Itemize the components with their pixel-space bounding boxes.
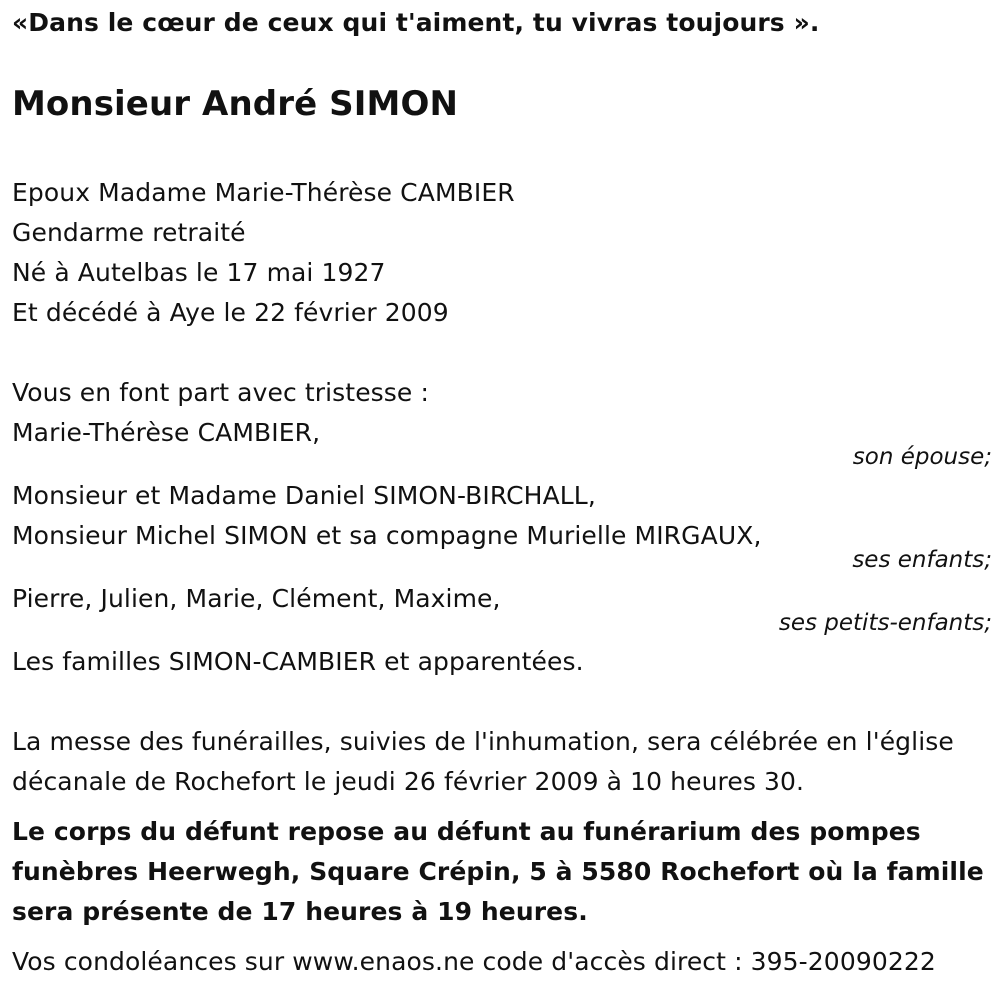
grandchildren-role: ses petits-enfants;	[778, 610, 992, 636]
viewing-line: funèbres Heerwegh, Square Crépin, 5 à 5580 Rochefort où la famille	[12, 857, 984, 886]
funeral-line: La messe des funérailles, suivies de l'inhumation, sera célébrée en l'église	[12, 727, 954, 756]
viewing-line: Le corps du défunt repose au défunt au funérarium des pompes	[12, 817, 921, 846]
family-relatives: Les familles SIMON-CAMBIER et apparentées.	[12, 647, 584, 676]
family-child: Monsieur et Madame Daniel SIMON-BIRCHALL,	[12, 481, 596, 510]
family-child: Monsieur Michel SIMON et sa compagne Murielle MIRGAUX,	[12, 521, 762, 550]
condolences-line: Vos condoléances sur www.enaos.ne code d'accès direct : 395-20090222	[12, 947, 936, 976]
viewing-line: sera présente de 17 heures à 19 heures.	[12, 897, 588, 926]
detail-birth: Né à Autelbas le 17 mai 1927	[12, 258, 386, 287]
family-spouse: Marie-Thérèse CAMBIER,	[12, 418, 321, 447]
obituary-notice	[12, 0, 992, 992]
epitaph-quote: «Dans le cœur de ceux qui t'aiment, tu vivras toujours ».	[12, 8, 820, 37]
deceased-name: Monsieur André SIMON	[12, 84, 459, 124]
detail-profession: Gendarme retraité	[12, 218, 246, 247]
funeral-line: décanale de Rochefort le jeudi 26 février 2009 à 10 heures 30.	[12, 767, 805, 796]
family-grandchildren: Pierre, Julien, Marie, Clément, Maxime,	[12, 584, 501, 613]
detail-spouse: Epoux Madame Marie-Thérèse CAMBIER	[12, 178, 515, 207]
children-role: ses enfants;	[852, 547, 992, 573]
spouse-role: son épouse;	[852, 444, 992, 470]
detail-death: Et décédé à Aye le 22 février 2009	[12, 298, 449, 327]
announcement-intro: Vous en font part avec tristesse :	[12, 378, 429, 407]
